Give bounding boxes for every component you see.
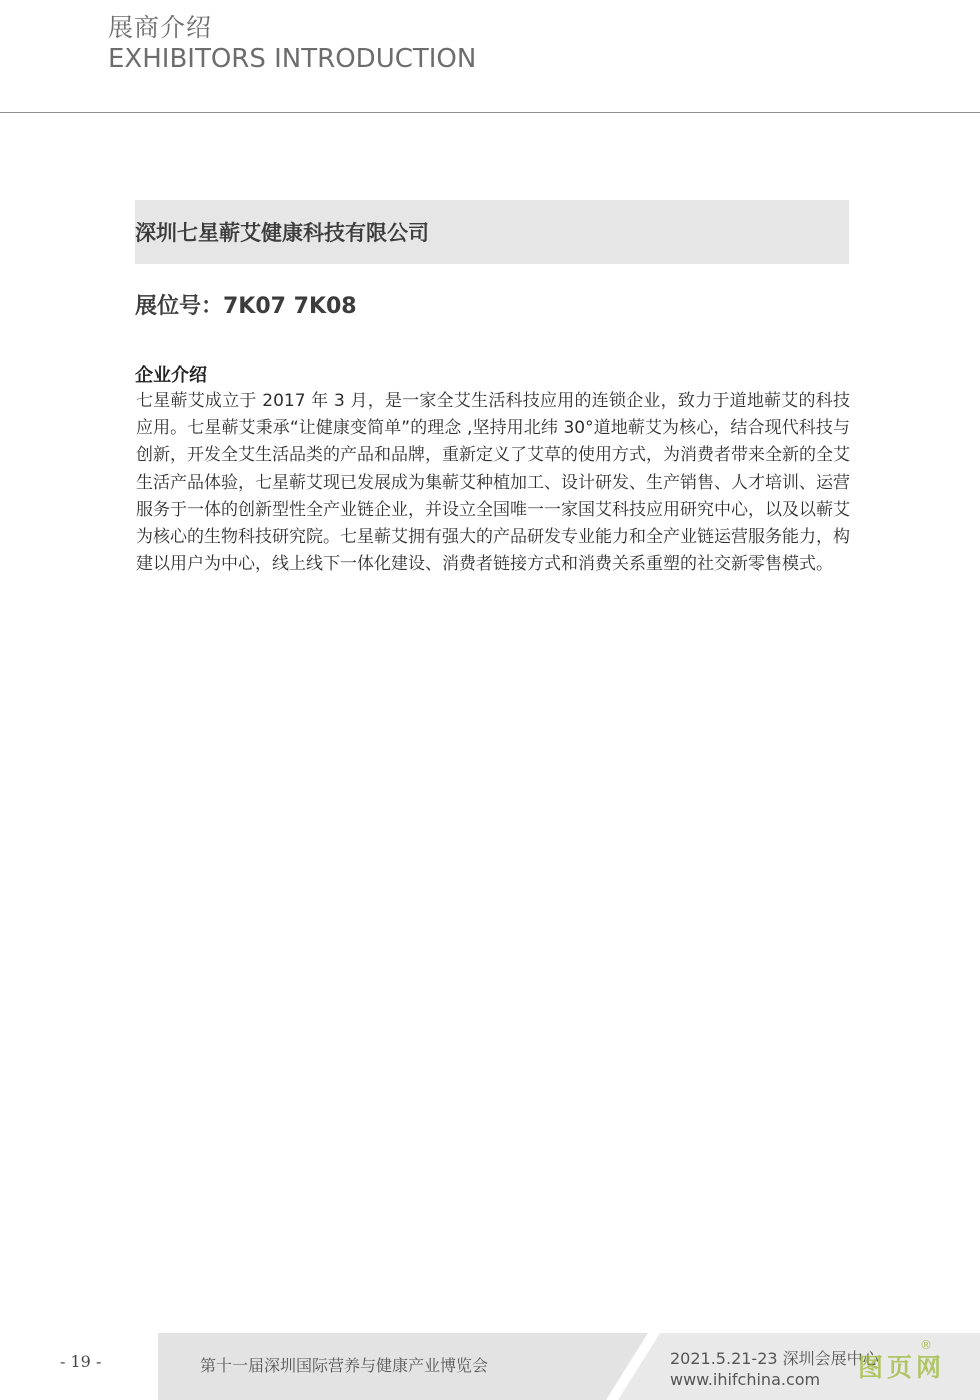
registered-mark: ® [920,1338,932,1352]
watermark-logo: 图页网 [858,1353,946,1382]
company-name: 深圳七星蕲艾健康科技有限公司 [135,221,429,245]
footer-website: www.ihifchina.com [670,1370,821,1389]
intro-heading: 企业介绍 [135,365,207,386]
header-title-cn: 展商介绍 [108,13,213,42]
booth-number: 展位号：7K07 7K08 [135,294,357,319]
footer-date-venue: 2021.5.21-23 深圳会展中心 [670,1349,879,1368]
header-divider [0,112,980,113]
page-number: - 19 - [60,1352,102,1371]
header-title-en: EXHIBITORS INTRODUCTION [108,44,477,74]
intro-body: 七星蕲艾成立于 2017 年 3 月，是一家全艾生活科技应用的连锁企业，致力于道地蕲艾的科技应用。七星蕲艾秉承“让健康变简单”的理念 ,坚持用北纬 30°道地蕲艾为核心，结合现代科技与创新，开发全艾生活品类的产品和品牌，重新定义了艾草的使用方式，为消费者带来全新的全艾生活产品体验，七星蕲艾现已发展成为集蕲艾种植加工、设计研发、生产销售、人才培训、运营服务于一体的创新型性全产业链企业，并设立全国唯一一家国艾科技应用研究中心，以及以蕲艾为核心的生物科技研究院。七星蕲艾拥有强大的产品研发专业能力和全产业链运营服务能力，构建以用户为中心，线上线下一体化建设、消费者链接方式和消费关系重塑的社交新零售模式。 [136,391,850,575]
company-name-bar [135,200,849,264]
footer-band [158,1333,980,1400]
footer-expo-name: 第十一届深圳国际营养与健康产业博览会 [200,1356,489,1375]
